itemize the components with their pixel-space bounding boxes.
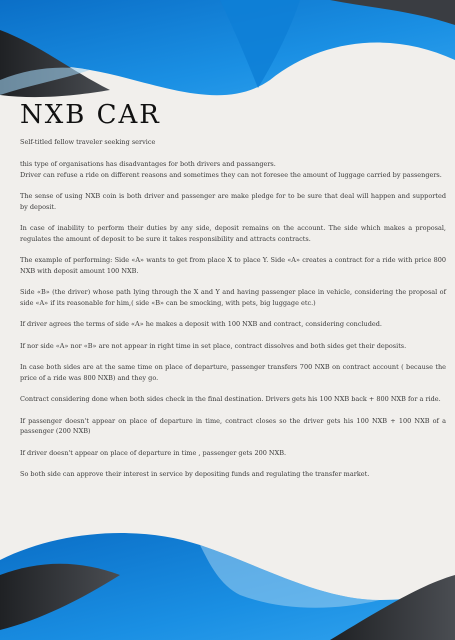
paragraph-4: The example of performing: Side «A» wants to get from place X to place Y. Side «A» creates a contract for a ride with price 800 NXB with deposit amount 100 NXB. <box>20 256 446 275</box>
paragraph-5: Side «B» (the driver) whose path lying through the X and Y and having passenger place in vehicle, considering the proposal of side «A» if its reasonable for him,( side «B» can be smocking, with pets, big luggage etc.) <box>20 288 446 307</box>
paragraph-line: Driver can refuse a ride on different reasons and sometimes they can not foresee the amount of luggage carried by passengers. <box>20 170 442 179</box>
paragraph-line: this type of organisations has disadvantages for both drivers and passangers. <box>20 160 276 168</box>
bottom-wave-decoration <box>0 533 455 640</box>
paragraph-1 <box>20 159 446 180</box>
paragraph-12: So both side can approve their interest in service by depositing funds and regulating the transfer market. <box>20 470 370 478</box>
paragraph-3: In case of inability to perform their duties by any side, deposit remains on the account. The side which makes a proposal, regulates the amount of deposit to be sure it takes responsibility and attracts contracts. <box>20 224 446 243</box>
paragraph-6: If driver agrees the terms of side «A» he makes a deposit with 100 NXB and contract, considering concluded. <box>20 320 382 328</box>
paragraph-10: If passenger doesn't appear on place of departure in time, contract closes so the driver gets his 100 NXB + 100 NXB of a passenger (200 NXB) <box>20 416 446 435</box>
paragraph-2: The sense of using NXB coin is both driver and passenger are make pledge for to be sure that deal will happen and supported by deposit. <box>20 192 446 211</box>
top-wave-decoration <box>0 0 455 97</box>
document-title: NXB CAR <box>20 100 161 130</box>
paragraph-9: Contract considering done when both sides check in the final destination. Drivers gets his 100 NXB back + 800 NXB for a ride. <box>20 395 441 403</box>
paragraph-11: If driver doesn't appear on place of departure in time , passenger gets 200 NXB. <box>20 448 287 457</box>
document-subtitle: Self-titled fellow traveler seeking service <box>20 138 156 146</box>
paragraph-8: In case both sides are at the same time on place of departure, passenger transfers 700 NXB on contract account ( because the price of a ride was 800 NXB) and they go. <box>20 363 446 382</box>
document-body <box>20 100 446 491</box>
paragraph-7: If nor side «A» nor «B» are not appear in right time in set place, contract dissolves and both sides get their deposits. <box>20 341 407 350</box>
